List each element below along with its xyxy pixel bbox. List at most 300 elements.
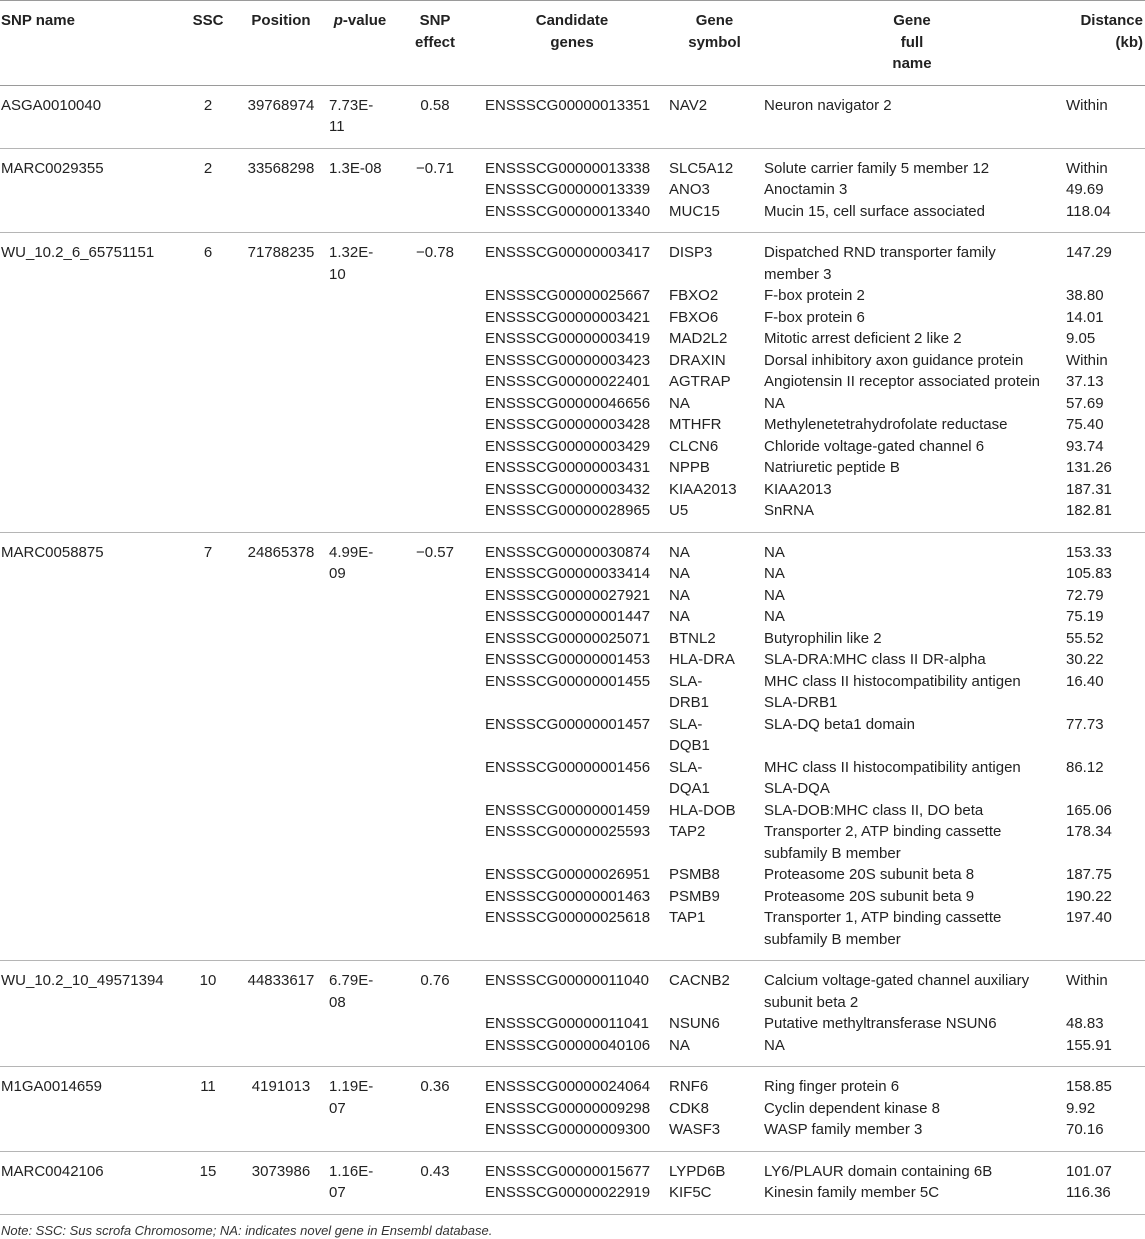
gene-symbol: SLA- <box>669 672 703 690</box>
distance-value: 49.69 <box>1066 181 1104 198</box>
gene-full-name: Neuron navigator 2 <box>764 96 892 114</box>
header-pvalue-italic: p <box>333 12 343 29</box>
gene-full-name-cell <box>762 148 1062 233</box>
gene-full-name: Mucin 15, cell surface associated <box>764 202 985 220</box>
gene-symbol: PSMB9 <box>669 887 720 905</box>
candidate-gene-id: ENSSSCG00000040106 <box>485 1036 651 1054</box>
gene-full-name: Butyrophilin like 2 <box>764 629 882 647</box>
position-value: 4191013 <box>251 1078 311 1095</box>
snp-effect-cell <box>393 85 477 148</box>
position-cell <box>235 532 327 961</box>
distance-value: 55.52 <box>1066 629 1104 647</box>
gene-symbol: FBXO6 <box>669 308 719 326</box>
snp-effect-value: 0.43 <box>420 1162 450 1180</box>
gene-symbol: DRAXIN <box>669 351 726 369</box>
snp-name-cell <box>0 85 181 148</box>
ssc-cell <box>181 85 235 148</box>
pvalue-line: 1.19E- <box>329 1078 374 1095</box>
gene-full-name: F-box protein 6 <box>764 308 865 326</box>
gene-full-name: Solute carrier family 5 member 12 <box>764 159 990 177</box>
pvalue-line: 1.32E- <box>329 244 374 261</box>
header-ssc <box>181 1 235 86</box>
header-snp-name-text: SNP name <box>1 12 75 29</box>
distance-value: 153.33 <box>1066 543 1112 561</box>
gene-full-name: Dorsal inhibitory axon guidance protein <box>764 351 1024 369</box>
line-spacer <box>485 735 665 757</box>
gene-full-name: SLA-DQ beta1 domain <box>764 715 915 733</box>
gene-full-name: NA <box>764 1036 785 1054</box>
gene-full-name: SLA-DOB:MHC class II, DO beta <box>764 801 984 819</box>
gene-symbol: NA <box>669 543 690 561</box>
header-row <box>0 1 1145 86</box>
snp-effect-value: −0.71 <box>416 159 454 177</box>
candidate-gene-id: ENSSSCG00000003417 <box>485 244 651 261</box>
distance-value: 77.73 <box>1066 715 1104 733</box>
gene-symbol: DQB1 <box>669 737 710 754</box>
distance-value: 165.06 <box>1066 801 1112 819</box>
table-footnote: Note: SSC: Sus scrofa Chromosome; NA: indicates novel gene in Ensembl database. <box>1 1222 493 1238</box>
distance-cell <box>1062 532 1145 961</box>
gene-full-name: subunit beta 2 <box>764 993 859 1011</box>
snp-name-cell <box>0 1067 181 1152</box>
distance-value: Within <box>1066 159 1108 177</box>
gene-full-name: Ring finger protein 6 <box>764 1078 900 1095</box>
line-spacer <box>485 692 665 714</box>
gene-symbol: DRB1 <box>669 694 710 711</box>
table-row <box>0 1151 1145 1214</box>
line-spacer <box>1066 692 1143 714</box>
distance-value: 72.79 <box>1066 586 1104 604</box>
gene-full-name: Proteasome 20S subunit beta 9 <box>764 887 975 905</box>
gene-symbol: SLA- <box>669 715 703 733</box>
candidate-gene-id: ENSSSCG00000026951 <box>485 866 651 883</box>
gene-symbol: KIAA2013 <box>669 480 737 498</box>
distance-value: 93.74 <box>1066 437 1104 455</box>
gene-full-name: Transporter 1, ATP binding cassette <box>764 909 1002 926</box>
ssc-cell <box>181 233 235 533</box>
header-pvalue <box>327 1 393 86</box>
candidate-gene-id: ENSSSCG00000025071 <box>485 629 651 647</box>
gene-symbol-cell <box>667 148 762 233</box>
ssc-value: 6 <box>203 244 213 261</box>
candidate-genes-cell <box>477 148 667 233</box>
distance-value: 197.40 <box>1066 909 1112 926</box>
gene-symbol: LYPD6B <box>669 1162 726 1180</box>
snp-effect-cell <box>393 532 477 961</box>
header-candidate-genes-line: Candidate <box>535 12 609 29</box>
snp-effect-cell <box>393 233 477 533</box>
candidate-genes-cell <box>477 532 667 961</box>
snp-effect-cell <box>393 148 477 233</box>
pvalue-line: 7.73E- <box>329 96 374 114</box>
position-value: 33568298 <box>247 159 315 177</box>
header-pvalue-text: -value <box>342 12 387 29</box>
position-value: 24865378 <box>247 543 315 561</box>
candidate-genes-cell <box>477 961 667 1067</box>
pvalue-line: 07 <box>329 1184 346 1201</box>
gene-full-name: NA <box>764 586 785 604</box>
candidate-gene-id: ENSSSCG00000001457 <box>485 715 651 733</box>
pvalue-cell <box>327 85 393 148</box>
ssc-value: 15 <box>199 1162 217 1180</box>
candidate-gene-id: ENSSSCG00000009298 <box>485 1099 651 1117</box>
distance-value: 86.12 <box>1066 758 1104 776</box>
gene-full-name: Proteasome 20S subunit beta 8 <box>764 866 975 883</box>
header-distance-line: Distance <box>1080 12 1143 29</box>
snp-effect-cell <box>393 1151 477 1214</box>
gene-symbol: NAV2 <box>669 96 708 114</box>
gene-full-name-cell <box>762 233 1062 533</box>
gene-full-name: member 3 <box>764 265 832 283</box>
gene-full-name: SLA-DRB1 <box>764 694 838 711</box>
gene-full-name: Dispatched RND transporter family <box>764 244 996 261</box>
gene-symbol: TAP2 <box>669 823 706 840</box>
line-spacer <box>669 843 760 865</box>
gene-symbol: SLA- <box>669 758 703 776</box>
candidate-gene-id: ENSSSCG00000046656 <box>485 394 651 412</box>
snp-effect-value: 0.76 <box>420 972 450 989</box>
distance-cell <box>1062 1151 1145 1214</box>
gene-full-name: NA <box>764 608 785 625</box>
gene-full-name: MHC class II histocompatibility antigen <box>764 672 1021 690</box>
gene-full-name: subfamily B member <box>764 930 901 948</box>
gene-full-name-cell <box>762 961 1062 1067</box>
distance-cell <box>1062 1067 1145 1152</box>
gene-symbol: SLC5A12 <box>669 159 734 177</box>
position-value: 71788235 <box>247 244 315 261</box>
gene-full-name: Mitotic arrest deficient 2 like 2 <box>764 330 962 347</box>
line-spacer <box>1066 735 1143 757</box>
line-spacer <box>485 843 665 865</box>
pvalue-cell <box>327 148 393 233</box>
gene-symbol-cell <box>667 233 762 533</box>
position-cell <box>235 1067 327 1152</box>
pvalue-line: 11 <box>329 118 345 135</box>
gene-symbol: RNF6 <box>669 1078 709 1095</box>
header-gene-symbol-line: Gene <box>695 12 734 29</box>
gene-full-name: NA <box>764 565 785 582</box>
gene-full-name: MHC class II histocompatibility antigen <box>764 758 1021 776</box>
gene-symbol-cell <box>667 961 762 1067</box>
snp-name-cell <box>0 961 181 1067</box>
distance-value: 16.40 <box>1066 672 1104 690</box>
distance-value: 187.31 <box>1066 480 1112 498</box>
distance-cell <box>1062 148 1145 233</box>
candidate-genes-cell <box>477 1151 667 1214</box>
gene-symbol-cell <box>667 1151 762 1214</box>
candidate-gene-id: ENSSSCG00000001447 <box>485 608 651 625</box>
line-spacer <box>485 264 665 286</box>
gene-full-name: Natriuretic peptide B <box>764 459 900 476</box>
distance-cell <box>1062 961 1145 1067</box>
distance-value: 131.26 <box>1066 459 1112 476</box>
pvalue-line: 10 <box>329 265 346 283</box>
candidate-gene-id: ENSSSCG00000033414 <box>485 565 651 582</box>
gene-full-name: Angiotensin II receptor associated protein <box>764 373 1040 390</box>
table-row <box>0 1067 1145 1152</box>
header-distance-line: (kb) <box>1115 33 1143 51</box>
candidate-gene-id: ENSSSCG00000022401 <box>485 373 651 390</box>
candidate-gene-id: ENSSSCG00000003431 <box>485 459 651 476</box>
table-row <box>0 148 1145 233</box>
gene-symbol-cell <box>667 1067 762 1152</box>
candidate-gene-id: ENSSSCG00000009300 <box>485 1121 651 1138</box>
gene-symbol: BTNL2 <box>669 629 716 647</box>
gene-symbol: PSMB8 <box>669 866 720 883</box>
ssc-value: 11 <box>200 1078 216 1095</box>
header-snp-effect <box>393 1 477 86</box>
table-row <box>0 532 1145 961</box>
distance-value: 48.83 <box>1066 1015 1104 1032</box>
gene-full-name: Transporter 2, ATP binding cassette <box>764 823 1002 840</box>
header-ssc-text: SSC <box>192 12 224 29</box>
candidate-gene-id: ENSSSCG00000003428 <box>485 416 651 433</box>
gene-full-name-cell <box>762 1067 1062 1152</box>
header-distance <box>1062 1 1145 86</box>
snp-name: MARC0042106 <box>1 1162 104 1180</box>
snp-effect-value: −0.78 <box>416 244 454 261</box>
gene-full-name-cell <box>762 1151 1062 1214</box>
pvalue-line: 07 <box>329 1099 346 1117</box>
header-gene-full-name-line: full <box>900 33 924 51</box>
candidate-genes-cell <box>477 1067 667 1152</box>
snp-effect-value: 0.58 <box>420 96 450 114</box>
line-spacer <box>1066 992 1143 1014</box>
gene-symbol: HLA-DRA <box>669 651 735 668</box>
gene-full-name: NA <box>764 394 785 412</box>
ssc-value: 10 <box>199 972 217 989</box>
header-candidate-genes-line: genes <box>550 33 594 51</box>
pvalue-cell <box>327 1067 393 1152</box>
candidate-gene-id: ENSSSCG00000028965 <box>485 502 651 519</box>
distance-cell <box>1062 85 1145 148</box>
candidate-gene-id: ENSSSCG00000003432 <box>485 480 651 498</box>
candidate-gene-id: ENSSSCG00000001453 <box>485 651 651 668</box>
gene-symbol-cell <box>667 85 762 148</box>
line-spacer <box>669 929 760 951</box>
gene-full-name: Putative methyltransferase NSUN6 <box>764 1015 997 1032</box>
snp-effect-cell <box>393 1067 477 1152</box>
candidate-gene-id: ENSSSCG00000001455 <box>485 672 651 690</box>
gene-symbol: NA <box>669 608 690 625</box>
distance-value: Within <box>1066 351 1108 369</box>
gene-symbol: DQA1 <box>669 780 710 797</box>
candidate-genes-cell <box>477 85 667 148</box>
pvalue-cell <box>327 233 393 533</box>
header-snp-effect-line: effect <box>414 33 455 51</box>
snp-name: WU_10.2_10_49571394 <box>1 972 164 989</box>
snp-name: MARC0058875 <box>1 543 104 561</box>
gene-symbol: ANO3 <box>669 181 710 198</box>
ssc-value: 2 <box>203 159 213 177</box>
candidate-gene-id: ENSSSCG00000013351 <box>485 96 651 114</box>
distance-value: 57.69 <box>1066 394 1104 412</box>
distance-value: 101.07 <box>1066 1162 1112 1180</box>
distance-value: 190.22 <box>1066 887 1112 905</box>
candidate-gene-id: ENSSSCG00000001463 <box>485 887 651 905</box>
snp-name: ASGA0010040 <box>1 96 102 114</box>
gene-full-name: Calcium voltage-gated channel auxiliary <box>764 972 1030 989</box>
candidate-genes-cell <box>477 233 667 533</box>
distance-value: Within <box>1066 972 1108 989</box>
gene-full-name: Kinesin family member 5C <box>764 1184 940 1201</box>
gene-symbol: TAP1 <box>669 909 706 926</box>
pvalue-line: 1.3E-08 <box>329 159 382 177</box>
gene-full-name: LY6/PLAUR domain containing 6B <box>764 1162 993 1180</box>
distance-value: 105.83 <box>1066 565 1112 582</box>
snp-name: MARC0029355 <box>1 159 104 177</box>
snp-effect-value: −0.57 <box>416 543 454 561</box>
table-header <box>0 1 1145 86</box>
line-spacer <box>1066 264 1143 286</box>
gene-full-name: Anoctamin 3 <box>764 181 848 198</box>
line-spacer <box>485 778 665 800</box>
ssc-cell <box>181 1067 235 1152</box>
distance-value: 182.81 <box>1066 502 1112 519</box>
gene-full-name: subfamily B member <box>764 844 901 862</box>
distance-value: 155.91 <box>1066 1036 1112 1054</box>
candidate-gene-id: ENSSSCG00000025667 <box>485 287 651 304</box>
header-position-text: Position <box>251 12 311 29</box>
gene-symbol: NPPB <box>669 459 710 476</box>
gene-symbol: NA <box>669 1036 690 1054</box>
position-value: 3073986 <box>251 1162 311 1180</box>
pvalue-line: 1.16E- <box>329 1162 374 1180</box>
position-value: 39768974 <box>247 96 315 114</box>
table-body <box>0 85 1145 1214</box>
distance-value: 158.85 <box>1066 1078 1112 1095</box>
gene-symbol: CACNB2 <box>669 972 730 989</box>
distance-value: 70.16 <box>1066 1121 1104 1138</box>
distance-value: 37.13 <box>1066 373 1104 390</box>
ssc-cell <box>181 1151 235 1214</box>
ssc-value: 7 <box>203 543 213 561</box>
position-cell <box>235 85 327 148</box>
candidate-gene-id: ENSSSCG00000027921 <box>485 586 651 604</box>
line-spacer <box>669 992 760 1014</box>
pvalue-cell <box>327 532 393 961</box>
gene-symbol: NA <box>669 565 690 582</box>
table-row <box>0 85 1145 148</box>
gene-full-name: NA <box>764 543 785 561</box>
gene-symbol: U5 <box>669 502 689 519</box>
table-row <box>0 233 1145 533</box>
candidate-gene-id: ENSSSCG00000003421 <box>485 308 651 326</box>
candidate-gene-id: ENSSSCG00000011041 <box>485 1015 650 1032</box>
gene-full-name: Chloride voltage-gated channel 6 <box>764 437 985 455</box>
gene-full-name: SLA-DRA:MHC class II DR-alpha <box>764 651 986 668</box>
candidate-gene-id: ENSSSCG00000013339 <box>485 181 651 198</box>
gene-symbol: KIF5C <box>669 1184 712 1201</box>
distance-value: 9.92 <box>1066 1099 1096 1117</box>
ssc-cell <box>181 961 235 1067</box>
ssc-cell <box>181 532 235 961</box>
distance-value: 38.80 <box>1066 287 1104 304</box>
gene-full-name: SnRNA <box>764 502 815 519</box>
distance-value: 30.22 <box>1066 651 1104 668</box>
gene-symbol: MAD2L2 <box>669 330 728 347</box>
header-snp-name <box>0 1 181 86</box>
candidate-gene-id: ENSSSCG00000022919 <box>485 1184 651 1201</box>
candidate-gene-id: ENSSSCG00000003423 <box>485 351 651 369</box>
gene-symbol: MTHFR <box>669 416 722 433</box>
candidate-gene-id: ENSSSCG00000013338 <box>485 159 651 177</box>
snp-name-cell <box>0 1151 181 1214</box>
header-gene-full-name-line: Gene <box>893 12 931 29</box>
distance-value: 118.04 <box>1066 202 1111 220</box>
gene-symbol: CDK8 <box>669 1099 710 1117</box>
line-spacer <box>485 929 665 951</box>
position-cell <box>235 961 327 1067</box>
header-gene-full-name-line: name <box>892 55 932 72</box>
candidate-gene-id: ENSSSCG00000003429 <box>485 437 651 455</box>
line-spacer <box>1066 778 1143 800</box>
gene-symbol: AGTRAP <box>669 373 731 390</box>
header-gene-symbol-line: symbol <box>688 33 741 51</box>
line-spacer <box>764 735 1060 757</box>
line-spacer <box>669 264 760 286</box>
snp-name-cell <box>0 148 181 233</box>
gene-full-name: Methylenetetrahydrofolate reductase <box>764 416 1008 433</box>
distance-value: 75.19 <box>1066 608 1104 625</box>
gene-symbol: NA <box>669 586 690 604</box>
candidate-gene-id: ENSSSCG00000024064 <box>485 1078 651 1095</box>
candidate-gene-id: ENSSSCG00000003419 <box>485 330 651 347</box>
candidate-gene-id: ENSSSCG00000001459 <box>485 801 651 819</box>
distance-value: 178.34 <box>1066 823 1112 840</box>
pvalue-line: 4.99E- <box>329 543 374 561</box>
header-gene-symbol <box>667 1 762 86</box>
gene-symbol: NSUN6 <box>669 1015 720 1032</box>
candidate-gene-id: ENSSSCG00000013340 <box>485 202 651 220</box>
snp-name-cell <box>0 233 181 533</box>
gene-symbol: FBXO2 <box>669 287 719 304</box>
gene-symbol: DISP3 <box>669 244 713 261</box>
pvalue-line: 6.79E- <box>329 972 374 989</box>
distance-value: 14.01 <box>1066 308 1104 326</box>
candidate-gene-id: ENSSSCG00000015677 <box>485 1162 651 1180</box>
snp-name: WU_10.2_6_65751151 <box>1 244 155 261</box>
position-value: 44833617 <box>247 972 315 989</box>
candidate-gene-id: ENSSSCG00000001456 <box>485 758 651 776</box>
distance-value: 187.75 <box>1066 866 1112 883</box>
candidate-gene-id: ENSSSCG00000011040 <box>485 972 650 989</box>
line-spacer <box>1066 929 1143 951</box>
gene-symbol: HLA-DOB <box>669 801 736 819</box>
ssc-value: 2 <box>203 96 213 114</box>
pvalue-cell <box>327 1151 393 1214</box>
gene-full-name-cell <box>762 85 1062 148</box>
gene-symbol-cell <box>667 532 762 961</box>
candidate-gene-id: ENSSSCG00000025593 <box>485 823 651 840</box>
gene-full-name-cell <box>762 532 1062 961</box>
gene-symbol: NA <box>669 394 690 412</box>
candidate-gene-id: ENSSSCG00000025618 <box>485 909 651 926</box>
header-candidate-genes <box>477 1 667 86</box>
table-row <box>0 961 1145 1067</box>
gene-full-name: F-box protein 2 <box>764 287 865 304</box>
distance-value: 116.36 <box>1066 1184 1111 1201</box>
candidate-gene-id: ENSSSCG00000030874 <box>485 543 651 561</box>
gene-full-name: WASP family member 3 <box>764 1121 923 1138</box>
pvalue-cell <box>327 961 393 1067</box>
line-spacer <box>1066 843 1143 865</box>
pvalue-line: 09 <box>329 565 346 582</box>
snp-effect-value: 0.36 <box>420 1078 450 1095</box>
pvalue-line: 08 <box>329 993 346 1011</box>
position-cell <box>235 148 327 233</box>
distance-value: 9.05 <box>1066 330 1096 347</box>
